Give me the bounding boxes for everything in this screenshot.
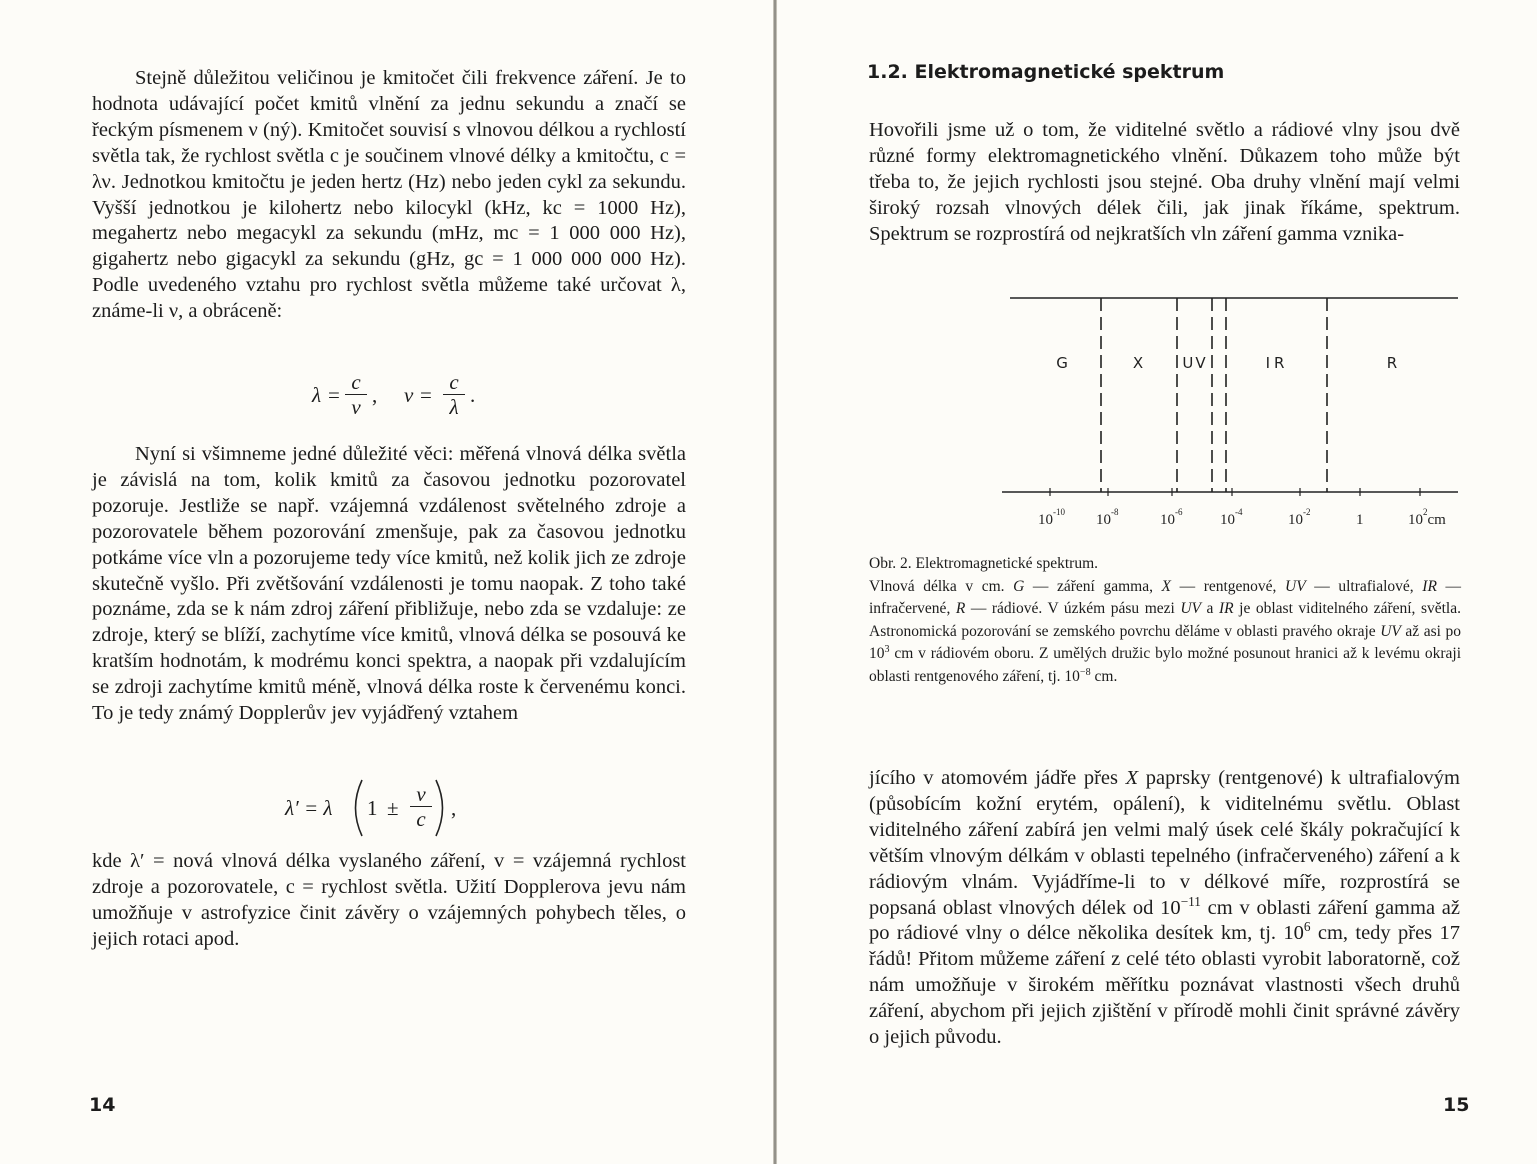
formula-equals: =: [328, 383, 340, 407]
band-label-x: X: [1132, 354, 1144, 372]
right-paren-icon: [433, 778, 451, 838]
band-label-uv: UV: [1182, 354, 1208, 372]
right-paragraph-1: [869, 118, 1460, 248]
formula-plus-minus: ±: [387, 796, 399, 820]
denominator: λ: [449, 395, 459, 419]
denominator: c: [416, 807, 426, 831]
band-label-g: G: [1056, 354, 1068, 372]
tick-label: $10^{-8}$: [1096, 507, 1119, 528]
tick-label: $10^{-2}$: [1288, 507, 1311, 528]
band-dividers: [1101, 298, 1327, 492]
figure-caption: [869, 553, 1461, 688]
formula-lhs: λ′ = λ: [285, 796, 333, 820]
formula-period: .: [470, 383, 476, 407]
formula-fraction-c-over-lambda: [443, 370, 465, 419]
paragraph-text: Nyní si všimneme jedné důležité věci: měřená vlnová délka světla je závislá na tom, kolik kmitů za časovou jednotku pozorovatel pozoruje. Jestliže se např. vzájemná vzdálenost světelného zdroje a pozorovatele během pozorování zmenšuje, pak za časovou jednotku potkáme více vln a pozorujeme tedy více kmitů, než kolik jich ze zdroje skutečně vyšlo. Při zvětšování vzdálenosti je tomu naopak. Z toho také poznáme, zda se k nám zdroj záření přibližuje, nebo zda se vzdaluje: ze zdroje, který se blíží, zachytíme více kmitů, vlnová délka se posouvá ke kratším hodnotám, k modrému konci spektra, a naopak při vzdalujícím se zdroji zachytíme kmitů méně, vlnová délka roste k červenému konci. To je tedy známý Dopplerův jev vyjádřený vztahem: [92, 443, 686, 725]
section-heading: 1.2. Elektromagnetické spektrum: [867, 61, 1225, 83]
book-gutter: [773, 0, 777, 1164]
numerator: c: [449, 370, 459, 394]
left-paragraph-2: [92, 442, 686, 727]
right-paragraph-2: [869, 766, 1460, 1051]
paragraph-text: Stejně důležitou veličinou je kmitočet čili frekvence záření. Je to hodnota udávající počet kmitů vlnění za jednu sekundu a značí se řeckým písmenem ν (ný). Kmitočet souvisí s vlnovou délkou a rychlostí světla tak, že rychlost světla c je součinem vlnové délky a kmitočtu, c = λν. Jednotkou kmitočtu je jeden hertz (Hz) nebo jeden cykl za sekundu. Vyšší jednotkou je kilohertz nebo kilocykl (kHz, kc = 1000 Hz), megahertz nebo megacykl za sekundu (mHz, mc = 1 000 000 Hz), gigahertz nebo gigacykl za sekundu (gHz, gc = 1 000 000 000 Hz). Podle uvedeného vztahu pro rychlost světla můžeme také určovat λ, známe-li ν, a obráceně:: [92, 67, 686, 323]
formula-fraction-v-over-c: [410, 782, 432, 831]
denominator: ν: [351, 395, 361, 419]
spectrum-diagram: [1000, 292, 1460, 532]
tick-label: $10^{-6}$: [1160, 507, 1183, 528]
formula-lambda-nu: [290, 370, 510, 430]
paragraph-text: Hovořili jsme už o tom, že viditelné světlo a rádiové vlny jsou dvě různé formy elektromagnetického vlnění. Důkazem toho může být třeba to, že jejich rychlosti jsou stejné. Oba druhy vlnění mají velmi široký rozsah vlnových délek čili, jak jinak říkáme, spektrum. Spektrum se rozprostírá od nejkratších vln záření gamma vznika-: [869, 119, 1460, 245]
formula-comma: ,: [372, 383, 378, 407]
formula-fraction-c-over-nu: [345, 370, 367, 419]
formula-equals: =: [420, 383, 432, 407]
right-page: [778, 0, 1537, 1164]
left-paragraph-1: [92, 66, 686, 325]
paragraph-text: kde λ′ = nová vlnová délka vyslaného záření, v = vzájemná rychlost zdroje a pozorovatele, c = rychlost světla. Užití Dopplerova jevu nám umožňuje v astrofyzice činit závěry o vzájemných pohybech těles, o jejich rotaci apod.: [92, 850, 686, 950]
tick-label: $10^2cm$: [1408, 507, 1446, 528]
formula-lambda: λ: [312, 383, 322, 407]
tick-label: $10^{-4}$: [1220, 507, 1243, 528]
formula-doppler: [285, 776, 475, 840]
formula-one: 1: [367, 796, 378, 820]
tick-label: $10^{-10}$: [1038, 507, 1065, 528]
formula-nu: ν: [404, 383, 414, 407]
left-paragraph-3: [92, 849, 686, 953]
tick-label: 1: [1356, 512, 1364, 528]
band-label-ir: IR: [1265, 354, 1289, 372]
numerator: c: [351, 370, 361, 394]
axis-ticks: [1038, 488, 1446, 528]
left-paren-icon: [347, 778, 365, 838]
numerator: v: [416, 782, 426, 806]
formula-comma: ,: [451, 796, 457, 820]
page-number-left: 14: [89, 1094, 116, 1116]
caption-body: Vlnová délka v cm. G — záření gamma, X — rentgenové, UV — ultrafialové, IR — infračervené, R — rádiové. V úzkém pásu mezi UV a IR je oblast viditelného záření, světla. Astronomická pozorování se zemského povrchu děláme v oblasti pravého okraje UV až asi po $10^3$ cm v rádiovém oboru. Z umělých družic bylo možné posunout hranici až k levému okraji oblasti rentgenového záření, tj. $10^{-8}$ cm.: [869, 577, 1462, 685]
caption-title: Obr. 2. Elektromagnetické spektrum.: [869, 555, 1098, 572]
page-number-right: 15: [1443, 1094, 1470, 1116]
paragraph-text: jícího v atomovém jádře přes X paprsky (rentgenové) k ultrafialovým (působícím kožní erytém, opálení), k viditelnému světlu. Oblast viditelného záření zabírá jen velmi malý úsek celé škály pokračující k větším vlnovým délkám v oblasti tepelného (infračerveného) záření a k rádiovým vlnám. Vyjádříme-li to v délkové míře, rozprostírá se popsaná oblast vlnových délek od $10^{-11}$ cm v oblasti záření gamma až po rádiové vlny o délce několika desítek km, tj. $10^6$ cm, tedy přes 17 řádů! Přitom můžeme záření z celé této oblasti vyrobit laboratorně, což nám umožňuje v širokém měřítku poznávat vlastnosti všech druhů záření, abychom při jejich zjištění v přírodě mohli činit správné závěry o jejich původu.: [869, 767, 1460, 1049]
band-label-r: R: [1386, 354, 1398, 372]
